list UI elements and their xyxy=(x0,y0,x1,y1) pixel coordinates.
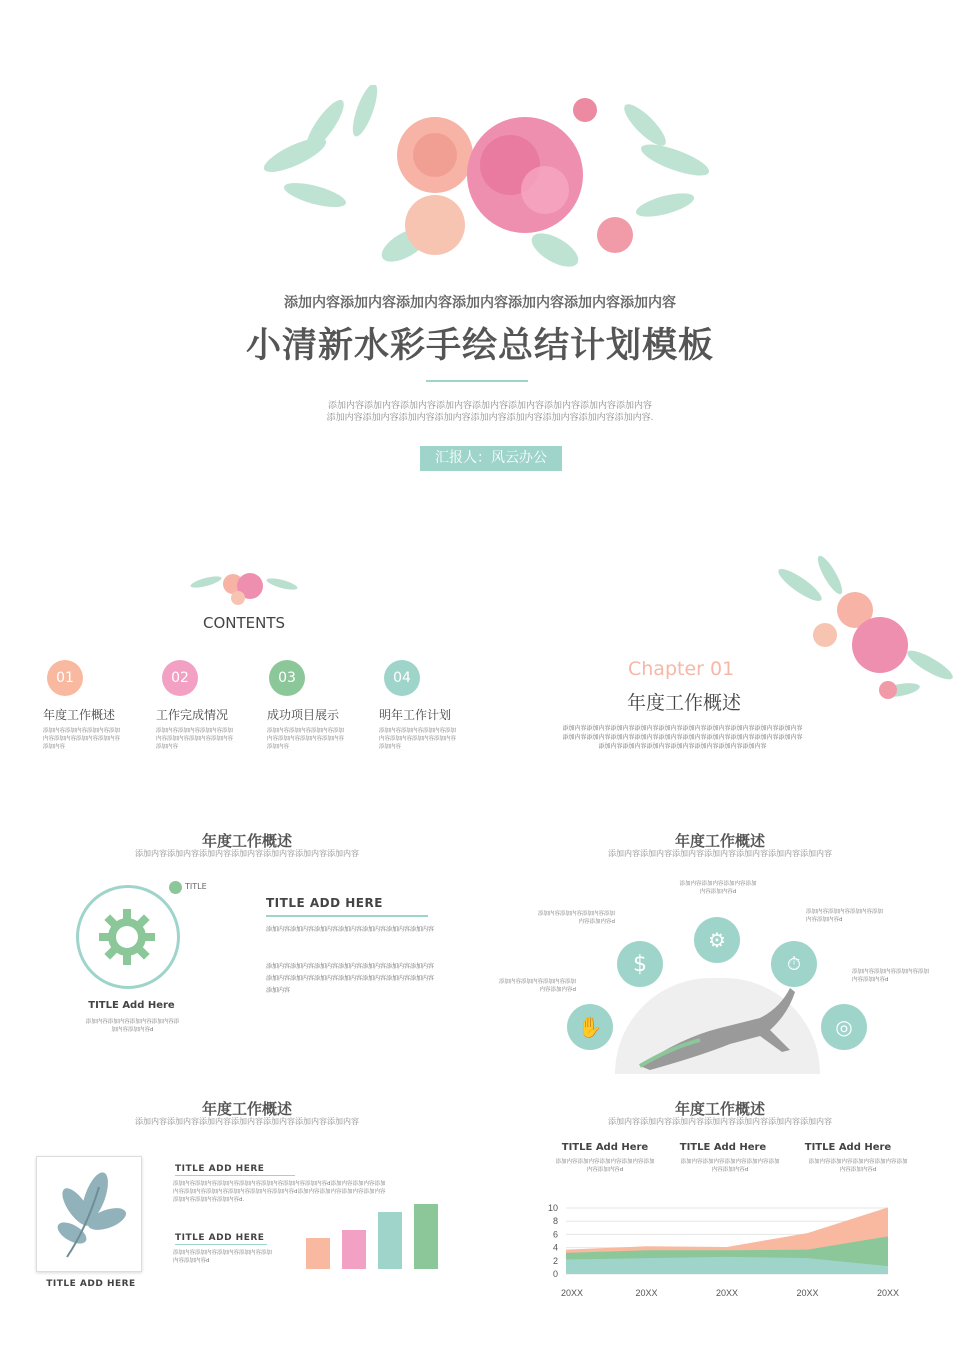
slide5-subtitle: 添加内容添加内容添加内容添加内容添加内容添加内容添加内容 xyxy=(135,1117,359,1126)
x-tick-label: 20XX xyxy=(635,1288,658,1298)
title-badge-label: TITLE xyxy=(185,882,207,891)
block1-title: TITLE ADD HERE xyxy=(175,1164,265,1174)
y-tick-label: 0 xyxy=(552,1269,558,1279)
contents-desc: 添加内容添加内容添加内容添加内容添加内容添加内容添加内容添加内容 xyxy=(156,728,234,750)
contents-desc: 添加内容添加内容添加内容添加内容添加内容添加内容添加内容添加内容 xyxy=(379,728,457,750)
area-chart xyxy=(530,1196,910,1306)
col-title: TITLE Add Here xyxy=(561,1142,649,1153)
y-tick-label: 10 xyxy=(547,1203,558,1213)
y-tick-label: 4 xyxy=(552,1242,558,1253)
x-tick-label: 20XX xyxy=(560,1288,584,1298)
area-chart-slide xyxy=(0,1096,960,1306)
slide4-title: 年度工作概述 xyxy=(674,832,765,850)
col-desc: 添加内容添加内容添加内容添加内容添加内容添加内容d xyxy=(555,1159,655,1173)
chapter-desc-line: 添加内容添加内容添加内容添加内容添加内容添加内容添加内容添加内容添加内容添加内容 xyxy=(562,734,803,741)
block2-title: TITLE ADD HERE xyxy=(175,1233,265,1243)
title-divider xyxy=(426,380,528,382)
icon-label: 添加内容添加内容添加内容添加内容添加内容d xyxy=(679,881,757,895)
slide6-title: 年度工作概述 xyxy=(674,1100,765,1118)
y-tick-label: 2 xyxy=(552,1255,558,1266)
deer-illustration xyxy=(620,978,810,1073)
contents-label: 明年工作计划 xyxy=(379,708,452,722)
dollar-icon: $ xyxy=(633,951,647,977)
icon-label: 添加内容添加内容添加内容添加内容添加内容d xyxy=(806,909,884,923)
block1-text: 添加内容添加内容添加内容添加内容添加内容添加内容添加内容d添加内容添加内容添加内容添加内容添加内容添加内容添加内容添加内容d添加内容添加内容添加内容添加内容添加内容添加内容添加内容d. xyxy=(173,1181,386,1203)
icon-label: 添加内容添加内容添加内容添加内容添加内容d xyxy=(498,979,576,993)
slide3-title: 年度工作概述 xyxy=(201,832,292,850)
handshake-icon: ✋ xyxy=(577,1015,603,1039)
chapter-desc-line: 添加内容添加内容添加内容添加内容添加内容添加内容添加内容 xyxy=(598,743,767,750)
contents-desc: 添加内容添加内容添加内容添加内容添加内容添加内容添加内容添加内容 xyxy=(267,728,345,750)
cover-subtitle: 添加内容添加内容添加内容添加内容添加内容添加内容添加内容 xyxy=(284,295,676,311)
cover-description xyxy=(0,400,960,424)
slide5-title: 年度工作概述 xyxy=(201,1100,292,1118)
y-tick-label: 6 xyxy=(552,1229,558,1240)
chapter-label: Chapter 01 xyxy=(628,658,735,680)
block2-text: 添加内容添加内容添加内容添加内容添加内容添加内容d xyxy=(173,1250,273,1264)
gears-icon: ⚙ xyxy=(708,928,726,952)
col-title: TITLE Add Here xyxy=(804,1142,892,1153)
contents-num-circle: 02 xyxy=(162,660,198,696)
contents-slide xyxy=(0,550,960,780)
cover-desc-line1: 添加内容添加内容添加内容添加内容添加内容添加内容添加内容添加内容添加内容 xyxy=(327,401,652,411)
gear-title: TITLE Add Here xyxy=(88,1000,175,1011)
delivery-truck-icon: ⏱ xyxy=(786,953,802,975)
x-tick-label: 20XX xyxy=(715,1288,739,1298)
slide4-subtitle: 添加内容添加内容添加内容添加内容添加内容添加内容添加内容 xyxy=(608,849,832,858)
slide3-paragraph: 添加内容添加内容添加内容添加内容添加内容添加内容添加内容 xyxy=(266,926,435,933)
slide6-subtitle: 添加内容添加内容添加内容添加内容添加内容添加内容添加内容 xyxy=(608,1117,832,1126)
col-title: TITLE Add Here xyxy=(679,1142,767,1153)
reporter-badge: 汇报人：风云办公 xyxy=(420,446,562,471)
slide3-paragraph: 添加内容添加内容添加内容添加内容添加内容添加内容添加内容 添加内容添加内容添加内容添加内容添加内容添加内容添加内容添加内容 xyxy=(266,963,435,994)
col-desc: 添加内容添加内容添加内容添加内容添加内容添加内容d xyxy=(808,1159,908,1173)
contents-item[interactable] xyxy=(379,660,459,751)
x-tick-label: 20XX xyxy=(796,1288,819,1298)
icon-pin[interactable] xyxy=(821,1004,867,1050)
contents-num-circle: 03 xyxy=(269,660,305,696)
corner-flower-illustration xyxy=(770,555,955,700)
y-tick-label: 8 xyxy=(552,1216,558,1227)
icon-pin[interactable] xyxy=(617,941,663,987)
icon-pin[interactable] xyxy=(567,1004,613,1050)
icon-label: 添加内容添加内容添加内容添加内容添加内容d xyxy=(537,911,615,925)
cover-slide xyxy=(0,0,960,500)
contents-item[interactable] xyxy=(43,660,123,751)
contents-heading: CONTENTS xyxy=(202,614,286,632)
icon-pin[interactable] xyxy=(771,941,817,987)
col-desc: 添加内容添加内容添加内容添加内容添加内容添加内容d xyxy=(680,1159,780,1173)
gear-desc: 添加内容添加内容添加内容添加内容添加内容添加内容d xyxy=(85,1019,180,1033)
contents-item[interactable] xyxy=(267,660,347,751)
small-flower-illustration xyxy=(188,560,300,610)
contents-num-circle: 01 xyxy=(47,660,83,696)
icons-slide xyxy=(0,828,960,1078)
cover-desc-line2: 添加内容添加内容添加内容添加内容添加内容添加内容添加内容添加内容添加内容. xyxy=(326,413,654,423)
icon-pin[interactable] xyxy=(694,917,740,963)
contents-num-circle: 04 xyxy=(384,660,420,696)
photo-caption: TITLE ADD HERE xyxy=(46,1279,136,1289)
chapter-title: 年度工作概述 xyxy=(627,692,742,714)
chapter-desc-line: 添加内容添加内容添加内容添加内容添加内容添加内容添加内容添加内容添加内容添加内容 xyxy=(562,725,803,732)
slide3-subtitle: 添加内容添加内容添加内容添加内容添加内容添加内容添加内容 xyxy=(135,849,359,858)
slide3-main-title: TITLE ADD HERE xyxy=(266,896,383,910)
target-icon: ◎ xyxy=(835,1015,853,1039)
cover-title: 小清新水彩手绘总结计划模板 xyxy=(245,326,714,366)
contents-label: 工作完成情况 xyxy=(156,708,229,722)
contents-desc: 添加内容添加内容添加内容添加内容添加内容添加内容添加内容添加内容 xyxy=(43,728,121,750)
contents-label: 年度工作概述 xyxy=(43,708,116,722)
chapter-description xyxy=(560,724,805,751)
contents-item[interactable] xyxy=(156,660,236,751)
x-tick-label: 20XX xyxy=(876,1288,900,1298)
watercolor-flower-illustration xyxy=(255,85,725,275)
icon-label: 添加内容添加内容添加内容添加内容添加内容d xyxy=(852,969,930,983)
contents-label: 成功项目展示 xyxy=(267,708,340,722)
